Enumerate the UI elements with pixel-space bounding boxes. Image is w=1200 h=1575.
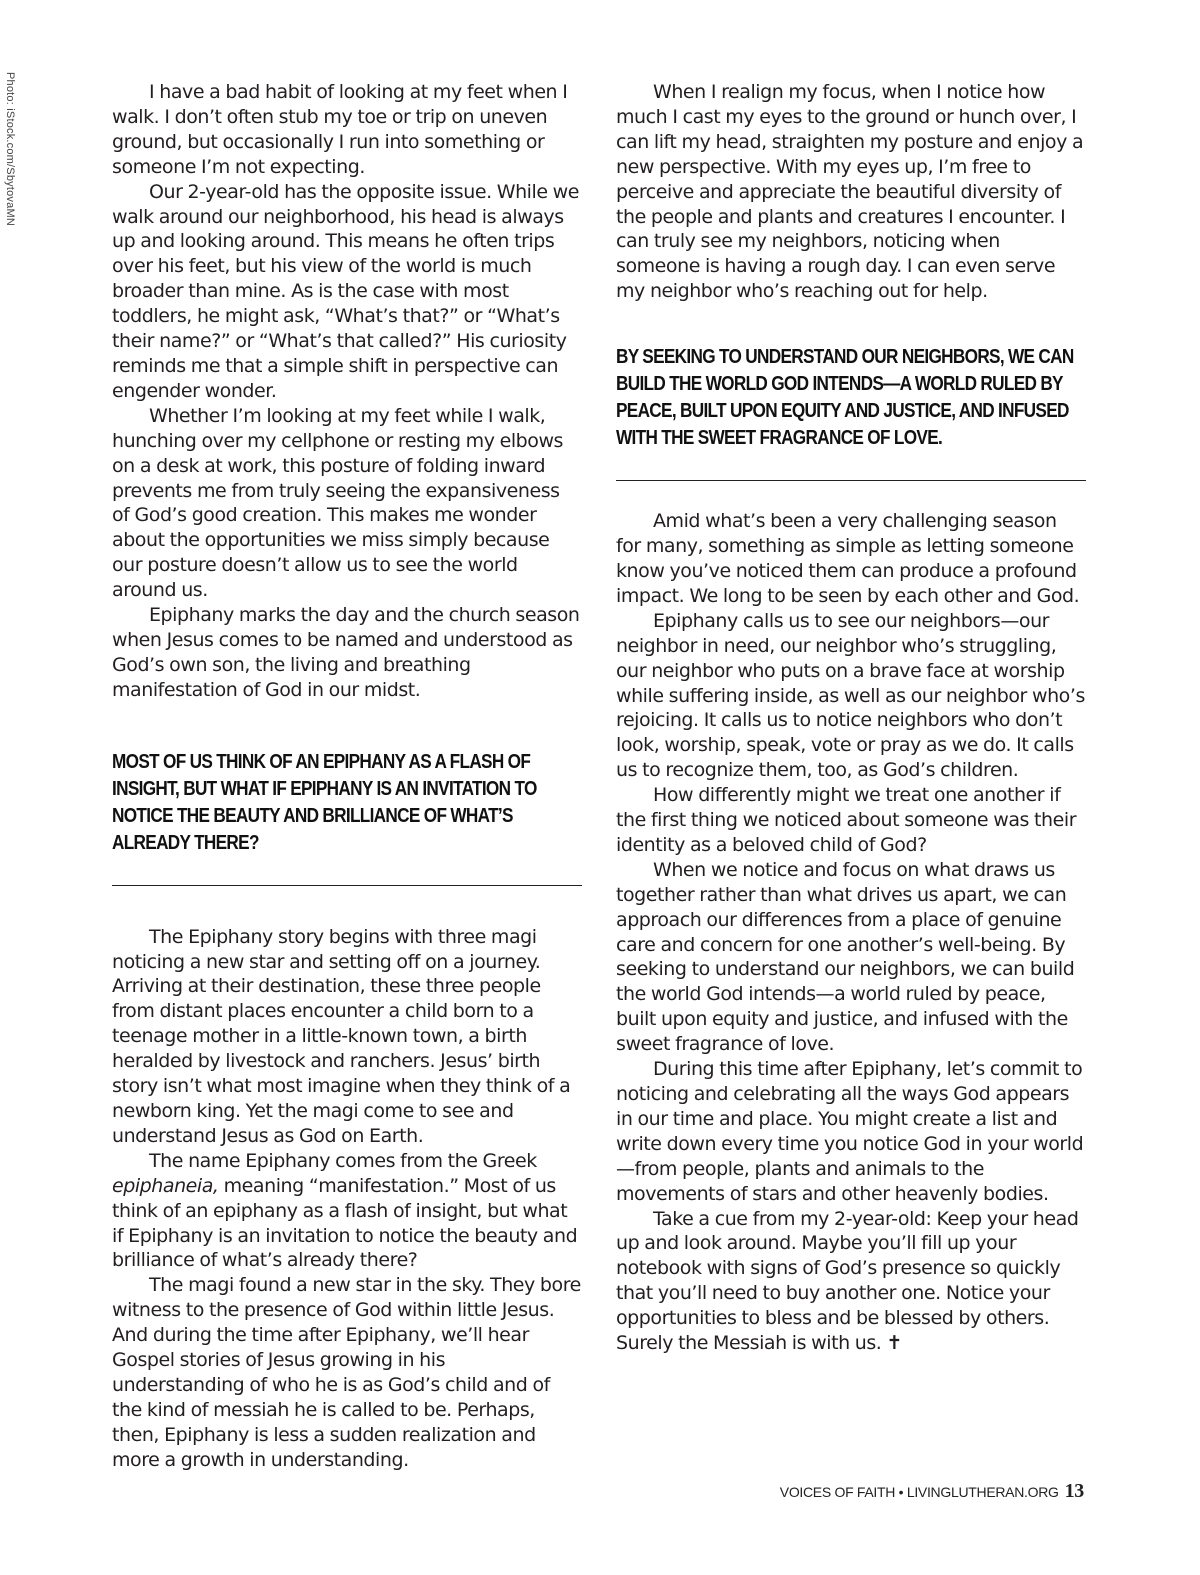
body-paragraph: I have a bad habit of looking at my feet when I walk. I don’t often stub my toe or trip on uneven ground, but occasionally I run into something or someone I’m not expecting.	[112, 81, 568, 178]
body-paragraph: Take a cue from my 2-year-old: Keep your head up and look around. Maybe you’ll fill up your notebook with signs of God’s presence so quickly that you’ll need to buy another one. Notice your opportunities to bless and be blessed by others. Surely the Messiah is with us. ✝	[616, 1207, 1079, 1355]
footer-section-label: VOICES OF FAITH • LIVINGLUTHERAN.ORG	[779, 1484, 1059, 1500]
body-text: meaning “manifestation.” Most of us think of an epiphany as a flash of insight, but what if Epiphany is an invitation to notice the beauty and brilliance of what’s already there?	[112, 1174, 578, 1272]
pull-quote: MOST OF US THINK OF AN EPIPHANY AS A FLASH OF INSIGHT, BUT WHAT IF EPIPHANY IS AN INVITATION TO NOTICE THE BEAUTY AND BRILLIANCE OF WHAT’S ALREADY THERE?	[112, 750, 537, 854]
italic-term: epiphaneia,	[112, 1174, 219, 1197]
body-paragraph: The Epiphany story begins with three magi noticing a new star and setting off on a journey. Arriving at their destination, these three people from distant places encounter a child born to a teenage mother in a little-known town, a birth heralded by livestock and ranchers. Jesus’ birth story isn’t what most imagine when they think of a newborn king. Yet the magi come to see and understand Jesus as God on Earth.	[112, 925, 571, 1147]
body-paragraph: When I realign my focus, when I notice how much I cast my eyes to the ground or hunch over, I can lift my head, straighten my posture and enjoy a new perspective. With my eyes up, I’m free to perceive and appreciate the beautiful diversity of the people and plants and creatures I encounter. I can truly see my neighbors, noticing when someone is having a rough day. I can even serve my neighbor who’s reaching out for help.	[616, 81, 1084, 303]
right-column	[616, 80, 1086, 1356]
left-column	[112, 80, 582, 1473]
body-paragraph: Amid what’s been a very challenging season for many, something as simple as letting someone know you’ve noticed them can produce a profound impact. We long to be seen by each other and God.	[616, 510, 1080, 607]
body-paragraph: How differently might we treat one another if the first thing we noticed about someone was their identity as a beloved child of God?	[616, 784, 1077, 856]
body-text: The name Epiphany comes from the Greek	[149, 1149, 537, 1172]
body-paragraph: When we notice and focus on what draws us together rather than what drives us apart, we can approach our differences from a place of genuine care and concern for one another’s well-being. By seeking to understand our neighbors, we can build the world God intends—a world ruled by peace, built upon equity and justice, and infused with the sweet fragrance of love.	[616, 858, 1075, 1056]
pull-quote: BY SEEKING TO UNDERSTAND OUR NEIGHBORS, WE CAN BUILD THE WORLD GOD INTENDS—A WORLD RULED BY PEACE, BUILT UPON EQUITY AND JUSTICE, AND INFUSED WITH THE SWEET FRAGRANCE OF LOVE.	[616, 346, 1074, 450]
page-number: 13	[1064, 1480, 1084, 1502]
page-footer	[780, 1480, 1084, 1503]
body-paragraph: Epiphany marks the day and the church season when Jesus comes to be named and understood as God’s own son, the living and breathing manifestation of God in our midst.	[112, 604, 580, 701]
body-paragraph: Epiphany calls us to see our neighbors—our neighbor in need, our neighbor who’s struggling, our neighbor who puts on a brave face at worship while suffering inside, as well as our neighbor who’s rejoicing. It calls us to notice neighbors who don’t look, worship, speak, vote or pray as we do. It calls us to recognize them, too, as God’s children.	[616, 609, 1085, 782]
photo-credit: Photo: iStock.com/SbytovaMN	[4, 72, 16, 226]
body-paragraph: The magi found a new star in the sky. They bore witness to the presence of God within little Jesus. And during the time after Epiphany, we’ll hear Gospel stories of Jesus growing in his understanding of who he is as God’s child and of the kind of messiah he is called to be. Perhaps, then, Epiphany is less a sudden realization and more a growth in understanding.	[112, 1274, 581, 1471]
body-paragraph	[112, 1149, 582, 1274]
body-paragraph: Our 2-year-old has the opposite issue. While we walk around our neighborhood, his head is always up and looking around. This means he often trips over his feet, but his view of the world is much broader than mine. As is the case with most toddlers, he might ask, “What’s that?” or “What’s their name?” or “What’s that called?” His curiosity reminds me that a simple shift in perspective can engender wonder.	[112, 180, 579, 402]
body-paragraph: During this time after Epiphany, let’s commit to noticing and celebrating all the ways God appears in our time and place. You might create a list and write down every time you notice God in your world—from people, plants and animals to the movements of stars and other heavenly bodies.	[616, 1058, 1084, 1205]
body-paragraph: Whether I’m looking at my feet while I walk, hunching over my cellphone or resting my elbows on a desk at work, this posture of folding inward prevents me from truly seeing the expansiveness of God’s good creation. This makes me wonder about the opportunities we miss simply because our posture doesn’t allow us to see the world around us.	[112, 404, 563, 602]
